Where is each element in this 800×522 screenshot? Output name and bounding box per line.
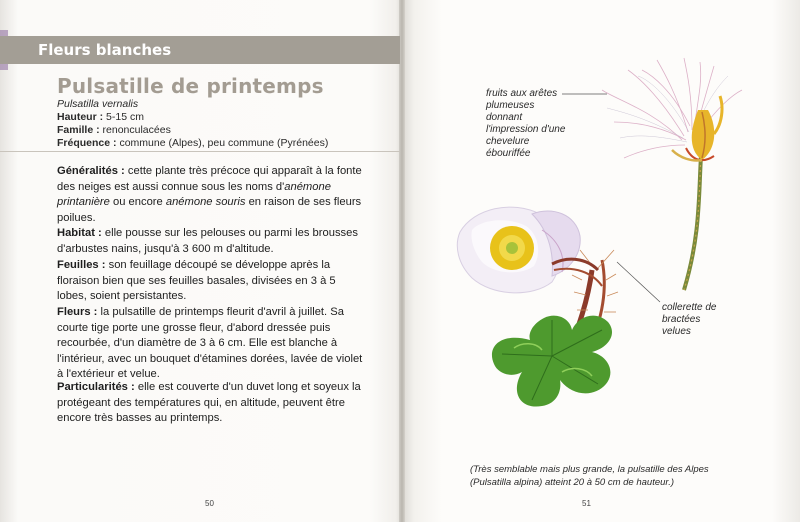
family-value: renonculacées — [102, 124, 171, 136]
generalites-label: Généralités : — [57, 165, 125, 177]
feuilles-text: son feuillage découpé se développe après la floraison bien que ses feuilles basales, divisées en 3 à 5 lobes, soient persistantes. — [57, 259, 336, 303]
botanical-illustration — [402, 0, 800, 460]
paragraph-feuilles — [57, 258, 367, 305]
generalites-text-2: ou encore — [109, 196, 166, 209]
particularites-label: Particularités : — [57, 381, 135, 393]
frequency-label: Fréquence : — [57, 137, 117, 149]
paragraph-habitat — [57, 226, 367, 257]
collerette-annotation: collerette de bractées velues — [662, 302, 717, 337]
feathery-seedhead-icon — [602, 58, 742, 290]
frequency-line — [57, 137, 328, 149]
pasqueflower-icon — [457, 207, 618, 406]
height-label: Hauteur : — [57, 111, 104, 123]
height-value: 5-15 cm — [106, 111, 144, 123]
habitat-label: Habitat : — [57, 227, 102, 239]
page-number-right: 51 — [582, 499, 591, 508]
family-label: Famille : — [57, 124, 100, 136]
header-divider — [0, 151, 400, 152]
generalites-italic-1: anémone printanière — [57, 180, 331, 209]
habitat-text: elle pousse sur les pelouses ou parmi les brousses d'arbustes nains, jusqu'à 3 600 m d'altitude. — [57, 227, 358, 255]
generalites-text-1: cette plante très précoce qui apparaît à la fonte des neiges est aussi connue sous les noms d' — [57, 165, 362, 193]
paragraph-fleurs — [57, 305, 367, 383]
frequency-value: commune (Alpes), peu commune (Pyrénées) — [119, 137, 329, 149]
fruits-annotation: fruits aux arêtes plumeuses donnant l'impression d'une chevelure ébouriffée — [486, 88, 566, 159]
fleurs-text: la pulsatille de printemps fleurit d'avril à juillet. Sa courte tige porte une grosse fleur, d'abord dressée puis recourbée, d'un diamètre de 3 à 6 cm. Elle est blanche à l'intérieur, avec un bouquet d'étamines dorées, lavée de violet à l'extérieur et velue. — [57, 306, 363, 381]
height-line — [57, 111, 144, 123]
fleurs-label: Fleurs : — [57, 306, 98, 318]
species-title: Pulsatille de printemps — [57, 74, 324, 98]
generalites-italic-2: anémone souris — [165, 196, 246, 209]
page-number-left: 50 — [205, 499, 214, 508]
generalites-text-3: en raison de ses fleurs poilues. — [57, 196, 362, 224]
latin-name: Pulsatilla vernalis — [57, 98, 139, 110]
particularites-text: elle est couverte d'un duvet long et soyeux la protégeant des températures qui, en altitude, peuvent être encore très basses au printemps. — [57, 381, 361, 425]
collerette-leader-line — [617, 262, 660, 302]
paragraph-generalites — [57, 164, 367, 226]
footnote: (Très semblable mais plus grande, la pulsatille des Alpes (Pulsatilla alpina) atteint 20 à 50 cm de hauteur.) — [470, 464, 709, 488]
feuilles-label: Feuilles : — [57, 259, 106, 271]
section-title: Fleurs blanches — [38, 41, 172, 59]
family-line — [57, 124, 171, 136]
paragraph-particularites — [57, 380, 367, 427]
